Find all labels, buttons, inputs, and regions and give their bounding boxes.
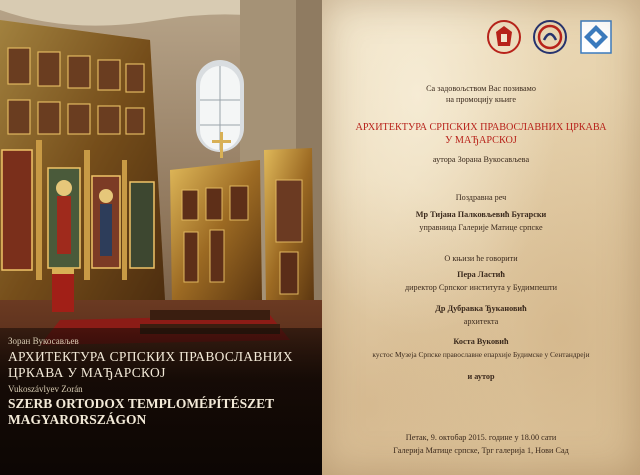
sponsor-logos [486,18,616,62]
intro-line1: Са задовољством Вас позивамо [426,84,536,93]
author-line: аутора Зорана Вукосављева [432,155,530,164]
event-venue: Галерија Матице српске, Трг галерија 1, Нови Сад [393,446,569,455]
intro-line2: на промоцију књиге [445,95,517,104]
event-date: Петак, 9. октобар 2015. године у 18.00 сати [405,433,557,442]
serbian-institute-budapest-icon [532,18,568,56]
cover-title-hu-line1: SZERB ORTODOX TEMPLOMÉPÍTÉSZET [8,396,275,411]
matica-srpska-crest-icon [486,18,522,56]
cover-title-hu-line2: MAGYARORSZÁGON [8,412,147,427]
speaker2-role: архитекта [463,317,499,326]
foundation-emblem-icon [578,18,614,56]
greeting-role: управница Галерије Матице српске [419,223,543,232]
invitation-panel [322,0,640,475]
speaker1-role: директор Српског института у Будимпешти [405,283,557,292]
book-title-line1: АРХИТЕКТУРА СРПСКИХ ПРАВОСЛАВНИХ ЦРКАВА [355,122,607,133]
greeting-name: Мр Тијана Палковљевић Бугарски [415,210,547,219]
cover-title-sr-line2: ЦРКАВА У МАЂАРСКОЈ [8,365,166,380]
speaker3-role: кустос Музеја Српске православне епархије Будимске у Сентандреји [372,350,590,359]
speaker2-name: Др Дубравка Ђукановић [435,304,527,313]
cover-author-hu: Vukoszávlyev Zorán [8,384,83,394]
greeting-label: Поздравна реч [455,193,507,202]
book-title-line2: У МАЂАРСКОЈ [445,135,517,146]
cover-title-hu [8,396,274,428]
cover-author-sr: Зоран Вукосављев [8,336,79,346]
cover-title-sr [8,349,293,381]
speaker3-name: Коста Вуковић [453,337,509,346]
speaker1-name: Пера Ластић [457,270,505,279]
and-author: и аутор [467,372,495,381]
cover-title-sr-line1: АРХИТЕКТУРА СРПСКИХ ПРАВОСЛАВНИХ [8,349,293,364]
speakers-label: О књизи ће говорити [444,254,518,263]
